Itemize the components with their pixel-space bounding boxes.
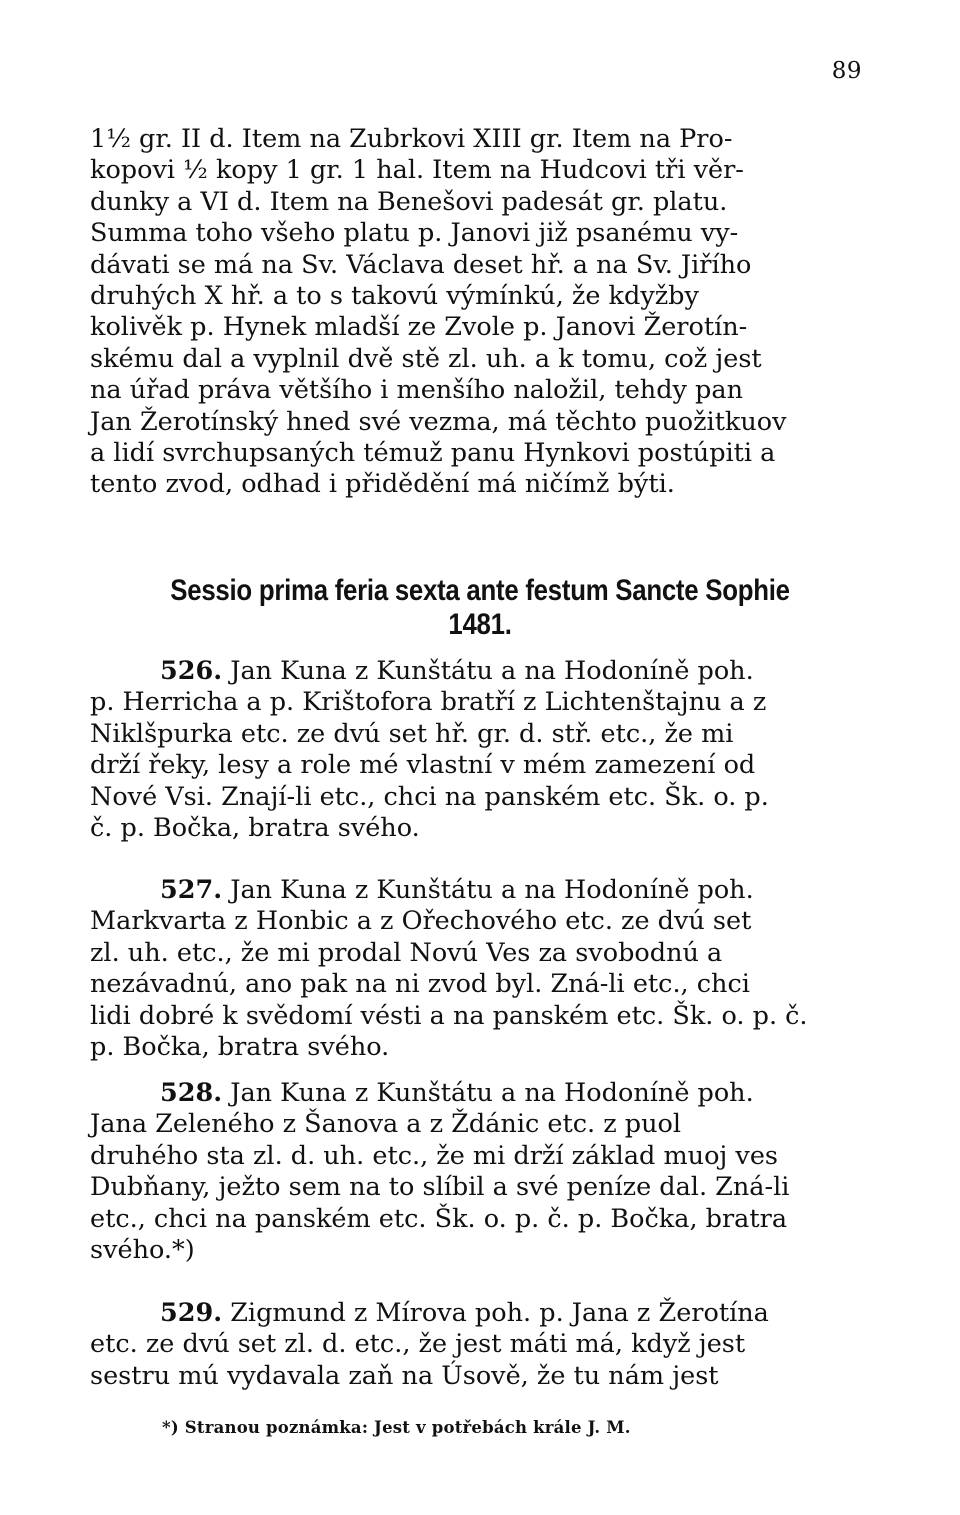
text-line: 1½ gr. II d. Item na Zubrkovi XIII gr. Item na Pro- (90, 124, 733, 154)
entry-first-line (90, 1078, 870, 1109)
text-line: na úřad práva většího i menšího naložil, tehdy pan (90, 375, 743, 406)
text-line: drží řeky, lesy a role mé vlastní v mém zamezení od (90, 750, 756, 781)
entry-527 (90, 875, 870, 1063)
session-heading (145, 574, 816, 642)
entry-first-text: Jan Kuna z Kunštátu a na Hodoníně poh. (230, 1078, 754, 1108)
text-line: tento zvod, odhad i přidědění má ničímž býti. (90, 469, 675, 500)
entry-first-text: Jan Kuna z Kunštátu a na Hodoníně poh. (230, 656, 754, 686)
entry-528 (90, 1078, 870, 1266)
text-line: č. p. Bočka, bratra svého. (90, 813, 420, 844)
page-number: 89 (831, 58, 862, 84)
footnote: *) Stranou poznámka: Jest v potřebách krále J. M. (162, 1418, 631, 1437)
text-line: etc. ze dvú set zl. d. etc., že jest máti má, když jest (90, 1329, 746, 1360)
text-line: nezávadnú, ano pak na ni zvod byl. Zná-li etc., chci (90, 969, 750, 1000)
text-line: kolivěk p. Hynek mladší ze Zvole p. Janovi Žerotín- (90, 312, 748, 343)
entry-first-line (90, 656, 870, 687)
text-line: a lidí svrchupsaných témuž panu Hynkovi postúpiti a (90, 438, 776, 469)
entry-first-text: Jan Kuna z Kunštátu a na Hodoníně poh. (230, 875, 754, 905)
text-line: druhého sta zl. d. uh. etc., že mi drží základ muoj ves (90, 1140, 779, 1171)
text-line: kopovi ½ kopy 1 gr. 1 hal. Item na Hudcovi tři věr- (90, 155, 744, 186)
text-line: Jana Zeleného z Šanova a z Ždánic etc. z puol (90, 1109, 681, 1140)
text-line: Markvarta z Honbic a z Ořechového etc. ze dvú set (90, 906, 752, 937)
text-line: Jan Žerotínský hned své vezma, má těchto puožitkuov (90, 406, 787, 437)
text-line: Niklšpurka etc. ze dvú set hř. gr. d. stř. etc., že mi (90, 718, 734, 749)
text-line: sestru mú vydavala zaň na Úsově, že tu nám jest (90, 1360, 719, 1391)
text-line: Dubňany, ježto sem na to slíbil a své peníze dal. Zná-li (90, 1172, 790, 1203)
session-title: Sessio prima feria sexta ante festum Sancte Sophie (170, 574, 790, 607)
text-line: svého.*) (90, 1235, 195, 1266)
text-line: zl. uh. etc., že mi prodal Novú Ves za svobodnú a (90, 937, 723, 968)
text-line: dunky a VI d. Item na Benešovi padesát gr. platu. (90, 186, 728, 217)
entry-529 (90, 1298, 870, 1392)
entry-first-text: Zigmund z Mírova poh. p. Jana z Žerotína (230, 1298, 769, 1328)
text-line: p. Bočka, bratra svého. (90, 1032, 390, 1063)
text-line: Summa toho všeho platu p. Janovi již psanému vy- (90, 218, 739, 249)
entry-number: 527. (160, 875, 223, 905)
entry-first-line (90, 1298, 870, 1329)
session-year: 1481. (448, 608, 512, 641)
entry-526 (90, 656, 870, 844)
text-line: p. Herricha a p. Krištofora bratří z Lichtenštajnu a z (90, 687, 767, 718)
text-line: etc., chci na panském etc. Šk. o. p. č. p. Bočka, bratra (90, 1203, 788, 1234)
book-page (90, 0, 870, 1515)
intro-paragraph (90, 124, 870, 501)
text-line: Nové Vsi. Znají-li etc., chci na panském etc. Šk. o. p. (90, 781, 769, 812)
entry-number: 529. (160, 1298, 223, 1328)
text-line: lidi dobré k svědomí vésti a na panském etc. Šk. o. p. č. (90, 1000, 808, 1031)
entry-number: 528. (160, 1078, 223, 1108)
entry-first-line (90, 875, 870, 906)
text-line: dávati se má na Sv. Václava deset hř. a na Sv. Jiřího (90, 249, 752, 280)
text-line: druhých X hř. a to s takovú výmínkú, že kdyžby (90, 281, 699, 312)
entry-number: 526. (160, 656, 223, 686)
text-line: skému dal a vyplnil dvě stě zl. uh. a k tomu, což jest (90, 343, 762, 374)
